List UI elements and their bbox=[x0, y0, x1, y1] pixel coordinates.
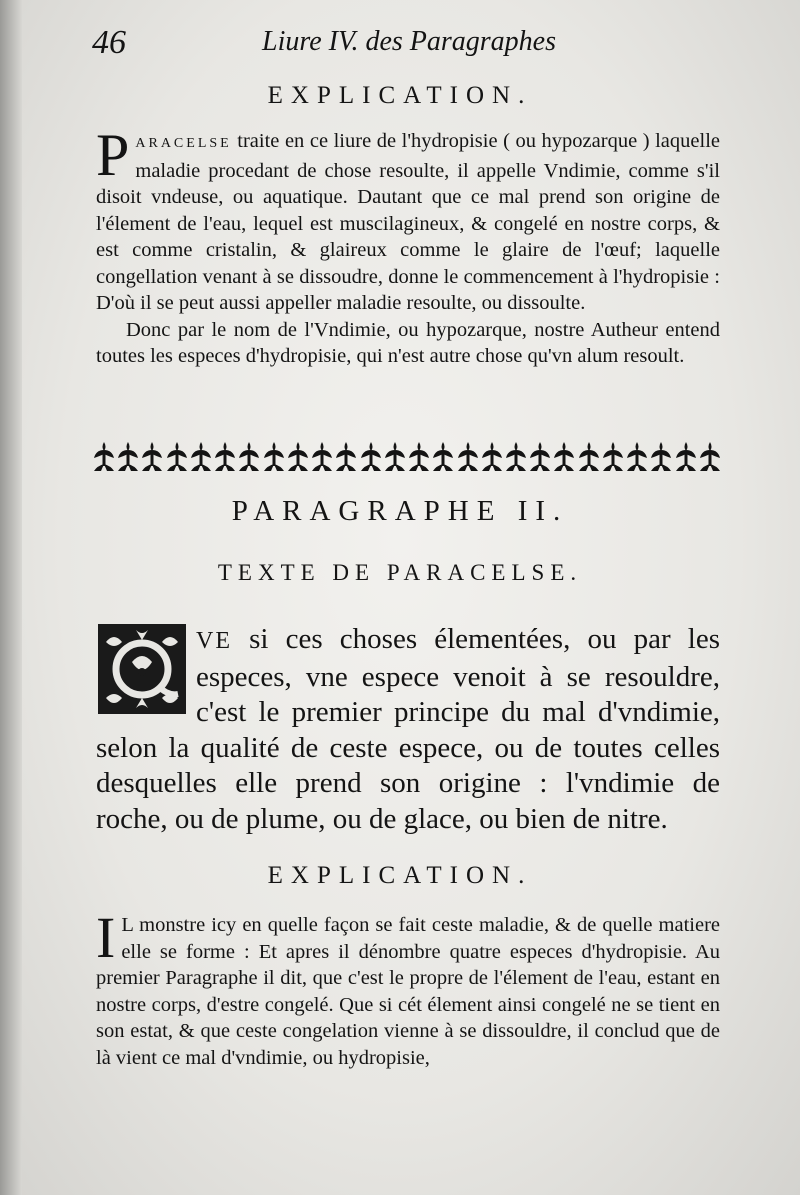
fleuron-icon bbox=[407, 440, 431, 472]
fleuron-icon bbox=[431, 440, 455, 472]
texte-title: TEXTE DE PARACELSE. bbox=[217, 560, 583, 585]
page-number: 46 bbox=[92, 24, 126, 61]
fleuron-icon bbox=[552, 440, 576, 472]
fleuron-icon bbox=[601, 440, 625, 472]
texte-paragraph bbox=[96, 622, 720, 837]
page-gutter-shadow bbox=[0, 0, 22, 1195]
fleuron-icon bbox=[625, 440, 649, 472]
fleuron-icon bbox=[92, 440, 116, 472]
running-head: Liure IV. des Paragraphes bbox=[262, 26, 556, 57]
fleuron-icon bbox=[165, 440, 189, 472]
texte-body-text: si ces choses élementées, ou par les especes, vne espece venoit à se resouldre, c'est le premier principe du mal d'vndimie, selon la qualité de ceste espece, ou de toutes celles desquelles elle prend son origine : l'vndimie de roche, ou de plume, ou de glace, ou bien de nitre. bbox=[96, 623, 720, 835]
page-header bbox=[0, 18, 800, 68]
fleuron-icon bbox=[237, 440, 261, 472]
explication-2-body bbox=[96, 905, 720, 1071]
first-word-smallcaps: ARACELSE bbox=[135, 136, 232, 151]
fleuron-icon bbox=[577, 440, 601, 472]
explication-1-body bbox=[96, 122, 720, 370]
paragraph-title: PARAGRAPHE II. bbox=[231, 495, 569, 527]
explication-2-paragraph bbox=[96, 905, 720, 1071]
explication-heading-2: EXPLICATION. bbox=[267, 862, 533, 889]
fleuron-icon bbox=[213, 440, 237, 472]
explication-1-paragraph-2: Donc par le nom de l'Vndimie, ou hypozarque, nostre Autheur entend toutes les especes d'hydropisie, qui n'est autre chose qu'vn alum resoult. bbox=[96, 318, 720, 367]
explication-heading-1: EXPLICATION. bbox=[267, 82, 533, 109]
fleuron-icon bbox=[140, 440, 164, 472]
fleuron-icon bbox=[310, 440, 334, 472]
fleuron-icon bbox=[698, 440, 722, 472]
explication-1-paragraph-1-text: traite en ce liure de l'hydropisie ( ou hypozarque ) laquelle maladie procedant de chose resoulte, il appelle Vndimie, comme s'il disoit vndeuse, ou aquatique. Dautant que ce mal prend son origine de l'élement de l'eau, lequel est muscilagineux, & congelé en nostre corps, & est comme cristalin, & glaireux comme le glaire de l'œuf; laquelle congellation venant à se dissoudre, donne le commencement à l'hydropisie : D'où il se peut aussi appeller maladie resoulte, ou dissoulte. bbox=[96, 130, 720, 314]
explication-1-paragraph-1 bbox=[96, 122, 720, 317]
fleuron-icon bbox=[286, 440, 310, 472]
drop-letter-p: P bbox=[96, 122, 130, 188]
fleuron-icon bbox=[480, 440, 504, 472]
fleuron-icon bbox=[504, 440, 528, 472]
fleuron-icon bbox=[359, 440, 383, 472]
fleuron-icon bbox=[189, 440, 213, 472]
fleuron-icon bbox=[334, 440, 358, 472]
drop-letter-i: I bbox=[96, 905, 116, 970]
svg-text:Q: Q bbox=[142, 678, 143, 679]
fleuron-icon bbox=[262, 440, 286, 472]
fleuron-icon bbox=[528, 440, 552, 472]
explication-2-text: L monstre icy en quelle façon se fait ceste maladie, & de quelle matiere elle se forme : Et apres il dénombre quatre especes d'hydropisie. Au premier Paragraphe il dit, que c'est le propre de l'élement de l'eau, estant en nostre corps, d'estre congelé. Que si cét élement ainsi congelé ne se tient en son estat, & que ceste congelation vienne à se dissouldre, il conclud que de là vient ce mal d'vndimie, ou hydropisie, bbox=[96, 914, 720, 1069]
fleuron-icon bbox=[383, 440, 407, 472]
fleuron-icon bbox=[456, 440, 480, 472]
fleuron-icon bbox=[649, 440, 673, 472]
texte-de-paracelse-body bbox=[96, 622, 720, 837]
fleuron-icon bbox=[116, 440, 140, 472]
fleuron-icon bbox=[674, 440, 698, 472]
fleuron-ornament-band bbox=[92, 440, 722, 472]
first-word-smallcaps: VE bbox=[196, 628, 232, 654]
decorated-drop-cap-q-icon bbox=[96, 622, 188, 716]
